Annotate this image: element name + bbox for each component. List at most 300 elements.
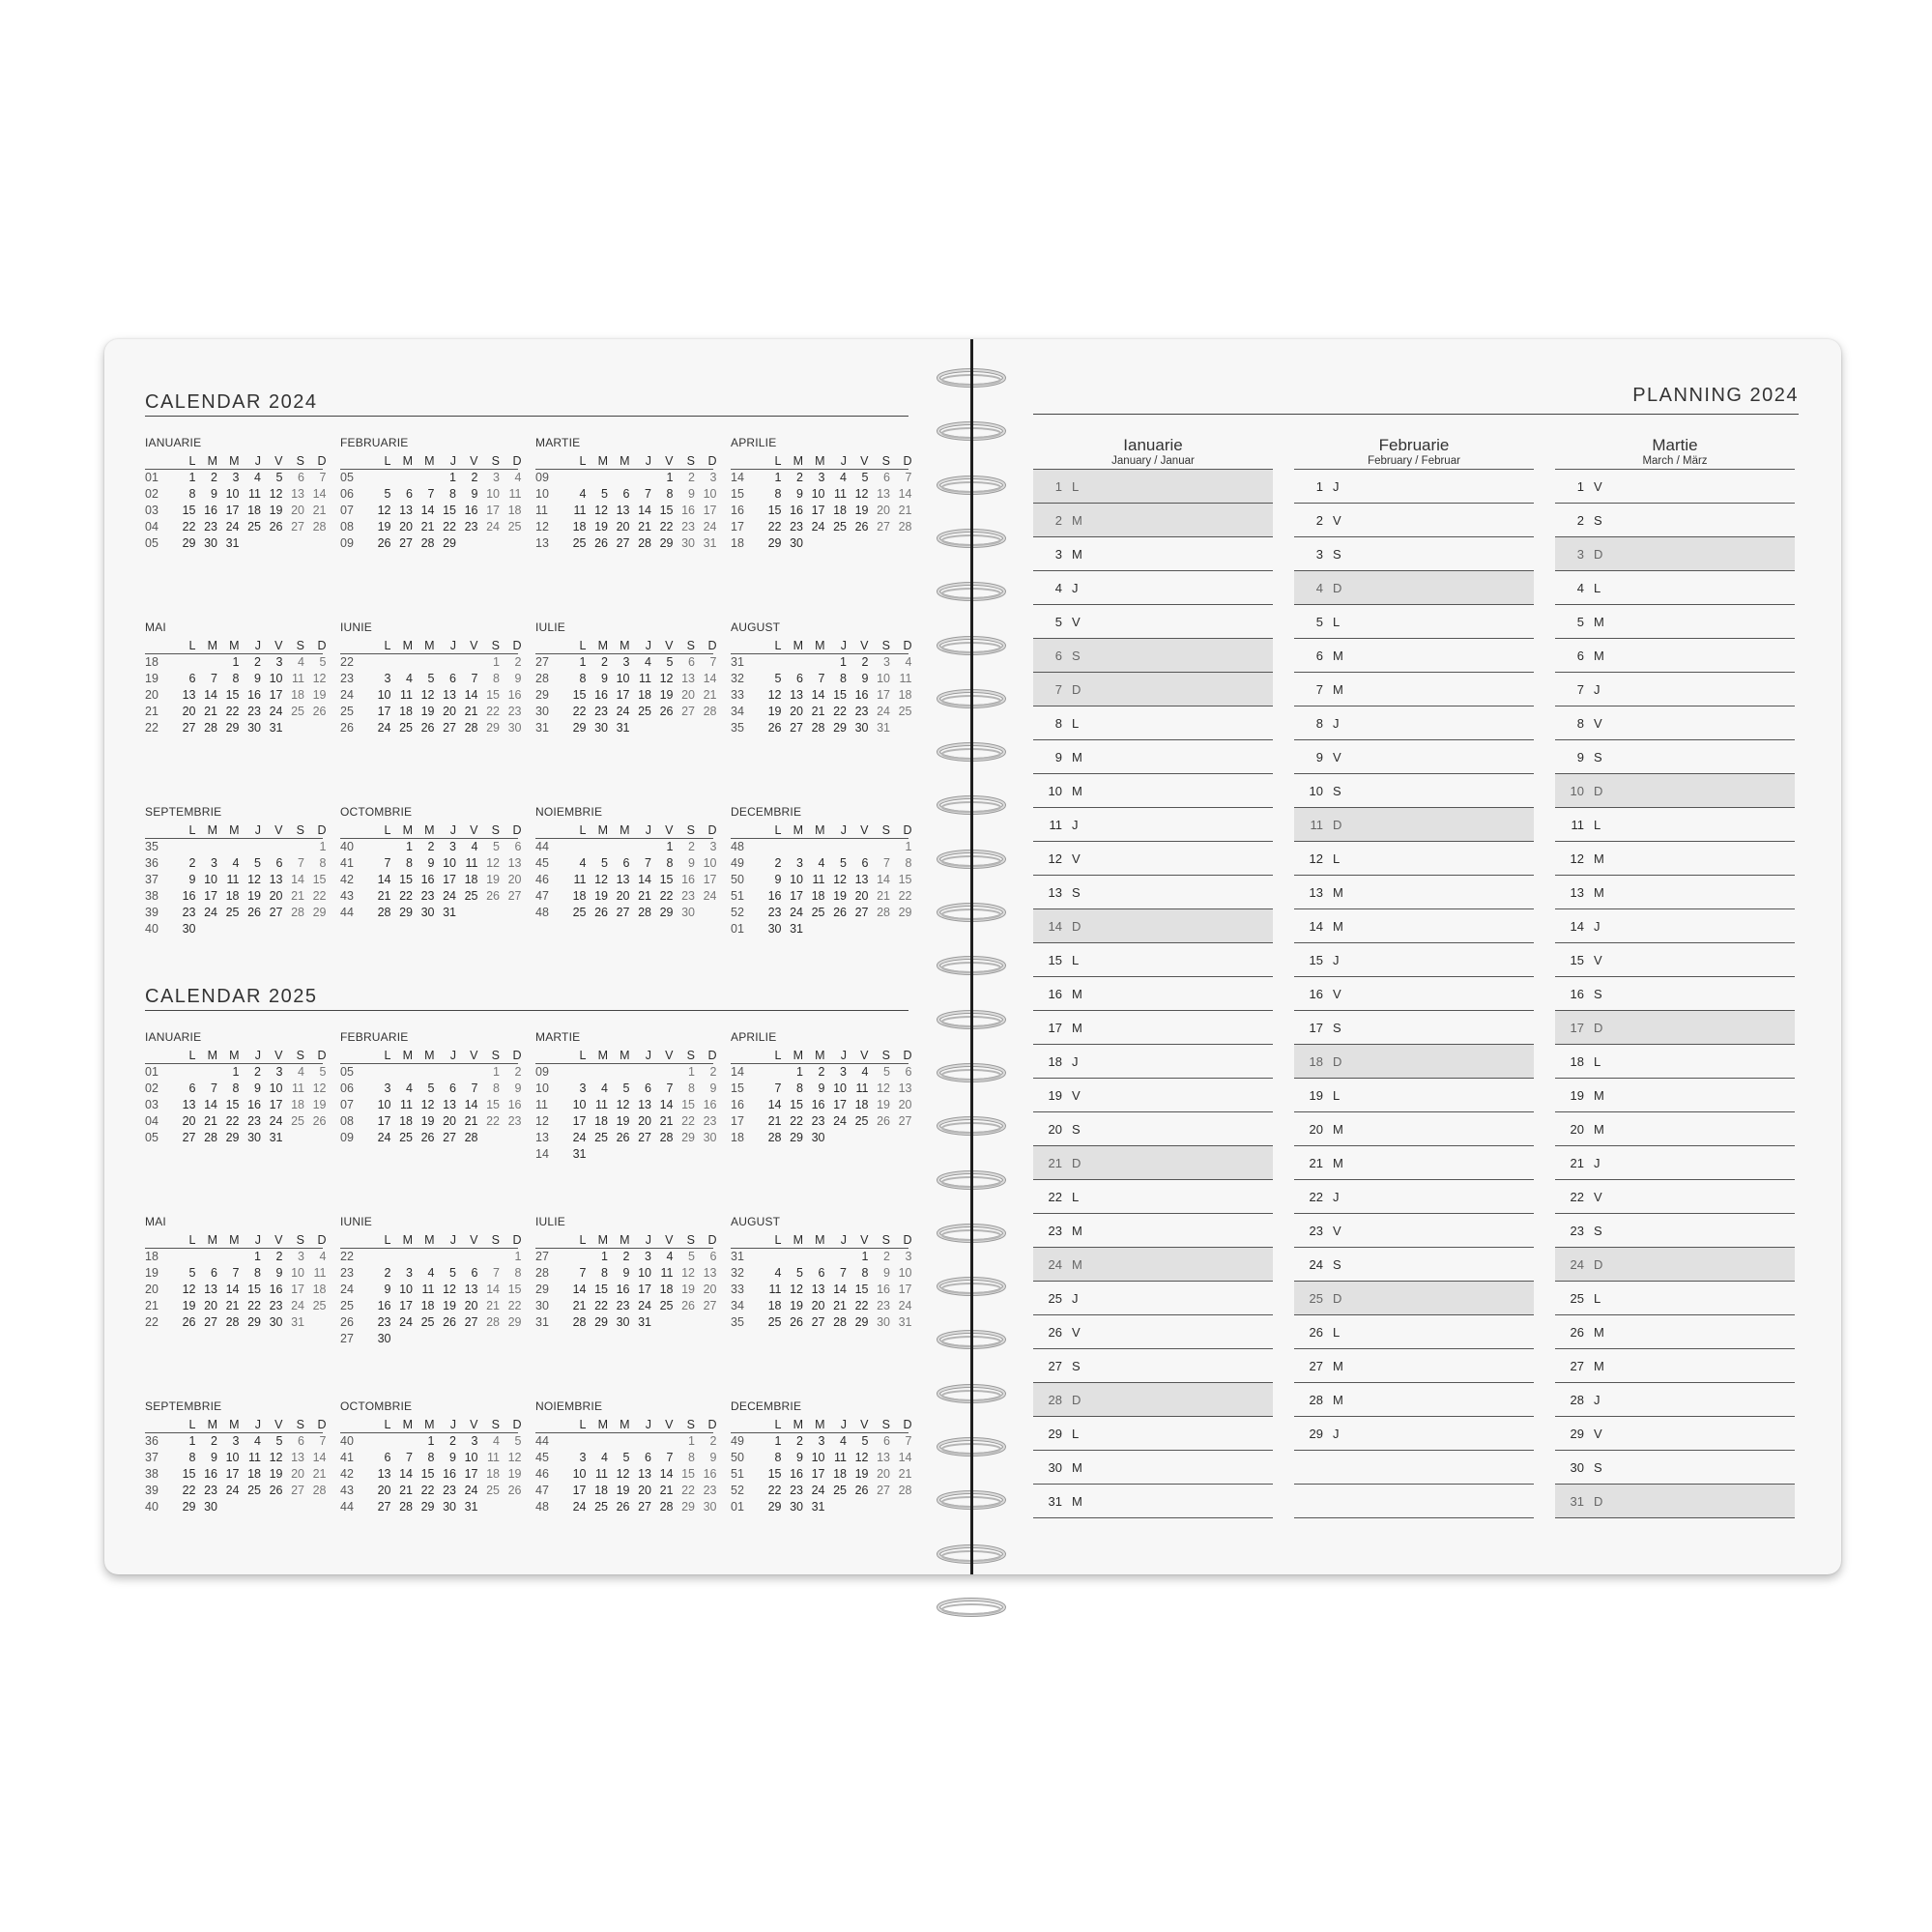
planning-day-number: 11 [1310,817,1323,832]
day-number: 11 [400,1098,413,1111]
day-number: 7 [319,471,327,484]
day-number: 4 [818,856,825,870]
planning-day-row[interactable] [1033,876,1273,909]
day-number: 23 [790,1484,803,1497]
day-number: 6 [622,856,630,870]
weekday-label: V [860,823,869,837]
day-number [695,1146,717,1163]
week-number: 09 [340,1131,354,1144]
day-number: 17 [877,688,890,702]
planning-day-row[interactable] [1555,842,1795,876]
week-number-header [145,1417,174,1432]
weekday-label: D [707,639,717,652]
week-row [535,720,713,736]
planning-day-row[interactable] [1555,977,1795,1011]
week-number: 50 [731,1451,744,1464]
weekday-label: M [793,1233,803,1247]
planning-day-row[interactable] [1033,706,1273,740]
week-number: 32 [731,672,744,685]
planning-day-row[interactable] [1294,808,1534,842]
mini-month [340,805,522,921]
day-number: 19 [420,1114,435,1128]
week-number-header [731,822,760,838]
planning-day-row[interactable] [1555,1383,1795,1417]
planning-day-letter: D [1072,918,1081,934]
day-number: 7 [471,1081,478,1095]
planning-day-row[interactable] [1033,1451,1273,1485]
weekday-header [340,638,522,654]
day-number: 2 [796,1434,803,1448]
planning-day-number: 22 [1309,1189,1323,1204]
day-number: 11 [313,1266,327,1280]
planning-day-row[interactable] [1555,1112,1795,1146]
day-number: 29 [182,536,196,550]
day-number: 6 [796,672,803,685]
day-number: 7 [319,1434,327,1448]
planning-day-row[interactable] [1033,1349,1273,1383]
planning-day-row[interactable] [1294,1180,1534,1214]
planning-day-row[interactable] [1555,1282,1795,1315]
planning-day-number: 3 [1315,546,1323,562]
planning-day-row[interactable] [1033,673,1273,706]
planning-day-row[interactable] [1555,909,1795,943]
weekday-label: M [597,1233,608,1247]
day-number [369,470,391,486]
planning-day-row[interactable] [1033,1180,1273,1214]
day-number: 2 [709,1065,717,1079]
day-number: 2 [471,471,478,484]
planning-day-row[interactable] [1294,1248,1534,1282]
day-number [587,1433,609,1450]
day-number: 8 [905,856,912,870]
day-number: 4 [905,655,912,669]
weekday-header [145,1048,327,1064]
planning-day-number: 23 [1048,1223,1062,1238]
day-number [478,905,501,921]
day-number: 5 [427,1081,435,1095]
day-number: 26 [507,1484,522,1497]
week-number: 21 [145,1299,159,1312]
planning-day-row[interactable] [1033,808,1273,842]
day-number: 12 [854,1451,869,1464]
week-row [145,671,327,687]
week-number-header [731,1048,760,1063]
day-number [847,839,869,855]
planning-day-row[interactable] [1555,1315,1795,1349]
planning-day-number: 19 [1570,1087,1584,1103]
day-number: 14 [204,688,217,702]
planning-day-row[interactable] [1033,1315,1273,1349]
week-row [535,1081,717,1097]
planning-day-row[interactable] [1555,1146,1795,1180]
day-number: 19 [247,889,261,903]
planning-day-row[interactable] [1555,1045,1795,1079]
planning-day-row[interactable] [1294,673,1534,706]
week-row [340,470,522,486]
planning-day-row[interactable] [1294,1079,1534,1112]
planning-day-number: 7 [1315,681,1323,697]
week-number: 31 [731,655,744,669]
planning-day-row[interactable] [1033,1045,1273,1079]
planning-day-row[interactable] [1555,876,1795,909]
planning-day-row[interactable] [1294,605,1534,639]
planning-day-row[interactable] [1555,740,1795,774]
planning-day-row[interactable] [1033,1282,1273,1315]
weekday-label: V [470,454,478,468]
weekday-label: M [229,1049,240,1062]
planning-day-row[interactable] [1294,943,1534,977]
day-number: 29 [767,1500,782,1514]
planning-day-row[interactable] [1033,504,1273,537]
planning-day-row[interactable] [1294,740,1534,774]
planning-day-row[interactable] [1294,909,1534,943]
day-number [217,839,240,855]
day-number: 15 [898,873,912,886]
day-number: 28 [312,1484,327,1497]
planning-day-number: 4 [1054,580,1062,595]
day-number: 12 [507,1451,522,1464]
week-row [340,1113,522,1130]
day-number: 21 [204,1114,217,1128]
day-number: 13 [811,1283,825,1296]
planning-day-row[interactable] [1033,470,1273,504]
planning-day-row[interactable] [1033,1485,1273,1518]
day-number: 5 [883,1065,890,1079]
week-row [535,888,717,905]
week-row [145,1499,323,1515]
day-number: 21 [898,1467,912,1481]
week-row [731,921,908,937]
day-number: 11 [400,688,413,702]
planning-day-row[interactable] [1033,977,1273,1011]
day-number: 12 [377,504,391,517]
planning-day-row[interactable] [1555,639,1795,673]
planning-day-letter: V [1594,715,1602,731]
week-row [340,519,522,535]
day-number: 27 [269,906,283,919]
planning-day-row[interactable] [1033,537,1273,571]
week-number: 36 [145,856,159,870]
week-number: 02 [145,1081,159,1095]
weekday-label: V [274,1418,283,1431]
planning-day-letter: L [1072,952,1080,967]
planning-day-row[interactable] [1033,1383,1273,1417]
weekday-label: S [296,639,304,652]
day-number: 17 [572,1114,587,1128]
week-number: 27 [340,1332,354,1345]
day-number: 30 [681,906,695,919]
planning-day-number: 23 [1570,1223,1584,1238]
planning-day-row[interactable] [1294,876,1534,909]
planning-day-number: 3 [1576,546,1584,562]
planning-day-row[interactable] [1033,1112,1273,1146]
planning-day-row[interactable] [1294,1011,1534,1045]
day-number: 17 [377,705,391,718]
planning-month-translation: February / Februar [1294,454,1534,470]
planning-day-row[interactable] [1555,1011,1795,1045]
week-row [731,720,908,736]
day-number: 20 [377,1484,391,1497]
day-number: 4 [514,471,522,484]
planning-day-row[interactable] [1033,1248,1273,1282]
planning-day-row[interactable] [1294,1282,1534,1315]
planning-day-row[interactable] [1033,740,1273,774]
day-number [478,1331,501,1347]
day-number: 11 [248,1451,261,1464]
day-number: 27 [507,889,522,903]
planning-day-row[interactable] [1555,1214,1795,1248]
week-number: 08 [340,1114,354,1128]
day-number: 26 [767,721,782,735]
planning-day-row[interactable] [1555,706,1795,740]
day-number: 9 [709,1451,717,1464]
day-number [782,839,804,855]
planning-day-row[interactable] [1033,943,1273,977]
weekday-label: M [424,1049,435,1062]
planning-day-letter: S [1594,1459,1602,1475]
planning-day-row[interactable] [1555,504,1795,537]
day-number: 17 [703,873,717,886]
weekday-label: M [793,1418,803,1431]
planning-day-row[interactable] [1294,1315,1534,1349]
day-number: 19 [420,705,435,718]
planning-day-row[interactable] [1555,808,1795,842]
day-number: 11 [465,856,478,870]
day-number [500,535,522,552]
day-number: 10 [877,672,890,685]
day-number: 15 [399,873,413,886]
day-number: 4 [427,1266,435,1280]
day-number: 8 [319,856,327,870]
planning-day-number: 25 [1309,1290,1323,1306]
planning-day-row[interactable] [1555,470,1795,504]
day-number: 14 [486,1283,500,1296]
day-number: 10 [898,1266,912,1280]
day-number [803,654,825,671]
planning-day-row[interactable] [1033,1011,1273,1045]
day-number: 30 [247,721,261,735]
weekday-label: M [620,1049,630,1062]
day-number: 24 [269,705,283,718]
planning-day-row[interactable] [1555,1485,1795,1518]
weekday-label: M [207,1049,217,1062]
day-number: 14 [464,1098,478,1111]
day-number: 25 [399,721,413,735]
planning-day-row[interactable] [1555,943,1795,977]
weekday-label: S [296,1049,304,1062]
planning-day-row[interactable] [1294,571,1534,605]
day-number: 2 [688,840,695,853]
day-number [782,654,804,671]
day-number: 19 [312,1098,327,1111]
mini-month-name: IUNIE [340,1215,373,1228]
day-number: 19 [877,1098,890,1111]
planning-day-row[interactable] [1033,1214,1273,1248]
day-number: 23 [204,1484,217,1497]
planning-day-number: 12 [1048,851,1062,866]
day-number: 28 [898,520,912,533]
planning-day-row[interactable] [1294,504,1534,537]
day-number: 30 [790,536,803,550]
planning-day-row[interactable] [1555,605,1795,639]
week-row [145,486,327,503]
planning-empty-row [1294,1485,1534,1518]
planning-day-row[interactable] [1555,1417,1795,1451]
day-number: 4 [298,655,304,669]
week-number: 46 [535,873,549,886]
day-number: 8 [493,672,500,685]
planning-day-number: 27 [1570,1358,1584,1373]
day-number [564,1064,587,1081]
planning-day-row[interactable] [1294,1417,1534,1451]
planning-day-row[interactable] [1294,639,1534,673]
planning-day-row[interactable] [1294,1349,1534,1383]
planning-day-row[interactable] [1033,1417,1273,1451]
day-number: 31 [877,721,890,735]
planning-day-row[interactable] [1555,1349,1795,1383]
day-number: 5 [275,471,283,484]
day-number [500,1499,522,1515]
planning-day-row[interactable] [1555,1451,1795,1485]
mini-month [145,1215,327,1331]
planning-day-row[interactable] [1294,842,1534,876]
day-number: 17 [833,1098,847,1111]
planning-day-row[interactable] [1033,1146,1273,1180]
day-number: 27 [703,1299,717,1312]
day-number [240,921,262,937]
day-number [304,535,327,552]
week-number: 40 [145,1500,159,1514]
day-number: 13 [464,1283,478,1296]
day-number: 27 [464,1315,478,1329]
planning-day-row[interactable] [1294,537,1534,571]
day-number: 7 [905,471,912,484]
planning-day-row[interactable] [1033,774,1273,808]
day-number: 14 [638,873,651,886]
day-number: 20 [811,1299,825,1312]
day-number [283,720,305,736]
day-number: 22 [767,520,782,533]
planning-day-row[interactable] [1033,639,1273,673]
week-number-header [535,638,564,653]
planning-day-letter: M [1333,884,1343,900]
planning-day-number: 18 [1570,1053,1584,1069]
day-number: 9 [601,672,608,685]
weekday-label: M [620,823,630,837]
day-number: 26 [854,520,869,533]
day-number: 21 [659,1114,674,1128]
day-number: 29 [443,536,456,550]
day-number: 29 [420,1500,435,1514]
day-number: 11 [595,1467,608,1481]
day-number: 19 [182,1299,196,1312]
planning-day-row[interactable] [1555,571,1795,605]
day-number: 21 [377,889,391,903]
day-number: 10 [443,856,456,870]
day-number: 12 [616,1098,630,1111]
day-number: 27 [291,520,304,533]
planning-month-column [1555,437,1795,1518]
planning-day-row[interactable] [1555,1248,1795,1282]
day-number: 19 [854,504,869,517]
week-number: 44 [340,1500,354,1514]
day-number: 8 [232,672,240,685]
planning-day-row[interactable] [1033,842,1273,876]
planning-day-letter: V [1333,749,1341,764]
planning-day-row[interactable] [1294,470,1534,504]
weekday-label: M [229,454,240,468]
day-number: 3 [406,1266,413,1280]
day-number: 25 [833,1484,847,1497]
day-number [803,1249,825,1265]
day-number: 13 [877,1451,890,1464]
day-number: 23 [594,705,608,718]
planning-day-row[interactable] [1294,1112,1534,1146]
day-number: 19 [377,520,391,533]
planning-day-row[interactable] [1033,571,1273,605]
day-number: 13 [291,1451,304,1464]
planning-day-letter: L [1594,1053,1601,1069]
day-number: 9 [622,1266,630,1280]
planning-day-row[interactable] [1555,673,1795,706]
planning-day-row[interactable] [1294,774,1534,808]
planning-day-row[interactable] [1555,1180,1795,1214]
day-number: 8 [840,672,847,685]
planning-day-number: 14 [1048,918,1062,934]
planning-day-row[interactable] [1555,774,1795,808]
weekday-label: J [254,1049,261,1062]
weekday-label: M [815,639,825,652]
weekday-label: L [774,1233,782,1247]
day-number: 28 [811,721,825,735]
week-number: 14 [731,1065,744,1079]
planning-day-row[interactable] [1033,1079,1273,1112]
planning-day-row[interactable] [1294,1146,1534,1180]
day-number: 30 [703,1500,717,1514]
week-number: 22 [340,1250,354,1263]
day-number: 26 [877,1114,890,1128]
planning-day-row[interactable] [1294,1214,1534,1248]
week-row [145,1113,327,1130]
planning-day-row[interactable] [1294,1045,1534,1079]
weekday-label: V [470,1049,478,1062]
planning-day-row[interactable] [1294,1383,1534,1417]
day-number: 6 [188,1081,196,1095]
day-number: 17 [572,1484,587,1497]
day-number: 30 [420,906,435,919]
day-number: 28 [572,1315,587,1329]
day-number: 17 [225,1467,240,1481]
day-number: 21 [659,1484,674,1497]
planning-day-row[interactable] [1555,1079,1795,1112]
day-number: 8 [514,1266,522,1280]
planning-day-row[interactable] [1555,537,1795,571]
day-number: 22 [182,1484,196,1497]
weekday-label: M [402,823,413,837]
planning-day-row[interactable] [1033,605,1273,639]
planning-day-row[interactable] [1294,977,1534,1011]
day-number: 12 [312,1081,327,1095]
weekday-label: M [597,1418,608,1431]
day-number: 3 [211,856,217,870]
planning-day-row[interactable] [1294,706,1534,740]
day-number: 6 [298,1434,304,1448]
day-number: 8 [774,1451,782,1464]
day-number: 29 [833,721,847,735]
day-number: 24 [204,906,217,919]
planning-day-row[interactable] [1033,909,1273,943]
day-number: 13 [854,873,869,886]
